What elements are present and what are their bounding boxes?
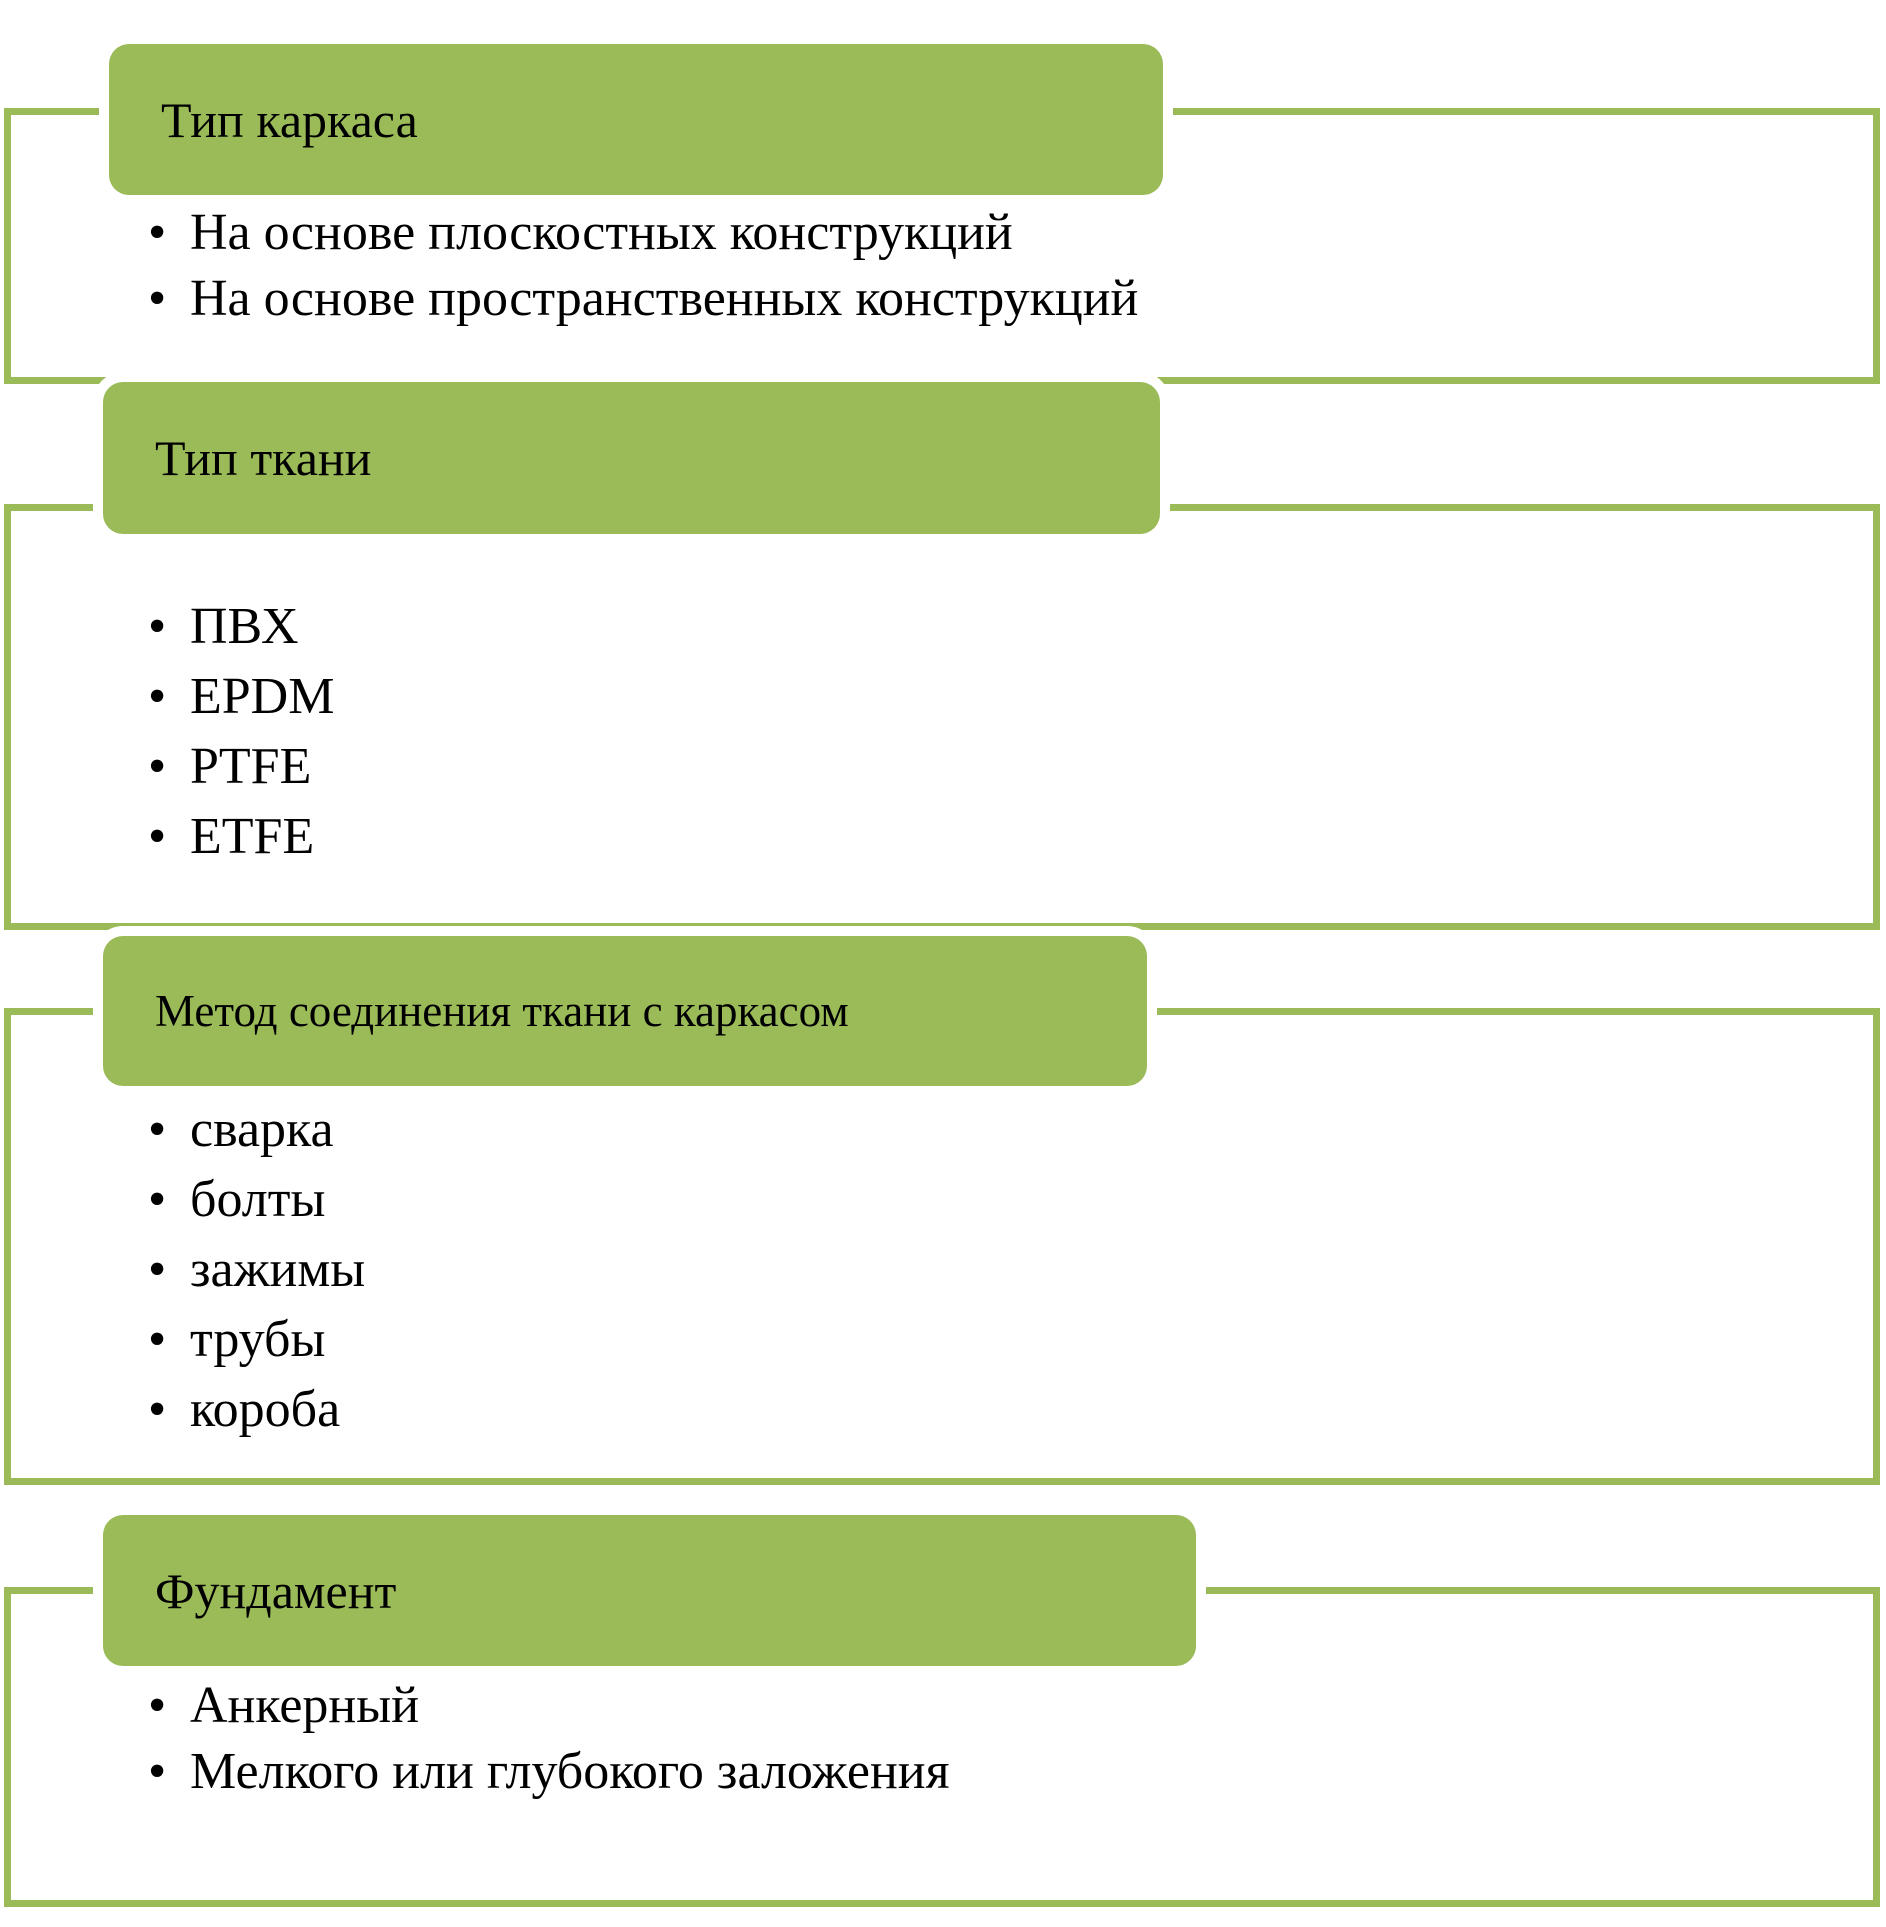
- list-item: • ПВХ: [148, 592, 334, 662]
- list-item: • На основе плоскостных конструкций: [148, 200, 1138, 266]
- list-item: • EPDM: [148, 662, 334, 732]
- section-header-joining-method: [103, 936, 1147, 1086]
- list-item: • короба: [148, 1375, 365, 1445]
- list-item: • трубы: [148, 1305, 365, 1375]
- section-title: Метод соединения ткани с каркасом: [155, 985, 849, 1036]
- list-item: • На основе пространственных конструкций: [148, 266, 1138, 332]
- list-item: • PTFE: [148, 732, 334, 802]
- list-item: • сварка: [148, 1095, 365, 1165]
- section-header-frame-type: [109, 44, 1163, 195]
- section-list-fabric-type: [148, 592, 334, 872]
- section-title: Тип каркаса: [161, 91, 418, 148]
- section-header-fabric-type: [103, 382, 1160, 534]
- list-item: • Анкерный: [148, 1673, 950, 1739]
- list-item: • ETFE: [148, 802, 334, 872]
- list-item: • Мелкого или глубокого заложения: [148, 1739, 950, 1805]
- section-list-frame-type: [148, 200, 1138, 332]
- section-header-foundation: [103, 1515, 1196, 1666]
- section-title: Фундамент: [155, 1562, 397, 1619]
- list-item: • зажимы: [148, 1235, 365, 1305]
- section-list-foundation: [148, 1673, 950, 1805]
- section-list-joining-method: [148, 1095, 365, 1445]
- section-title: Тип ткани: [155, 430, 372, 486]
- list-item: • болты: [148, 1165, 365, 1235]
